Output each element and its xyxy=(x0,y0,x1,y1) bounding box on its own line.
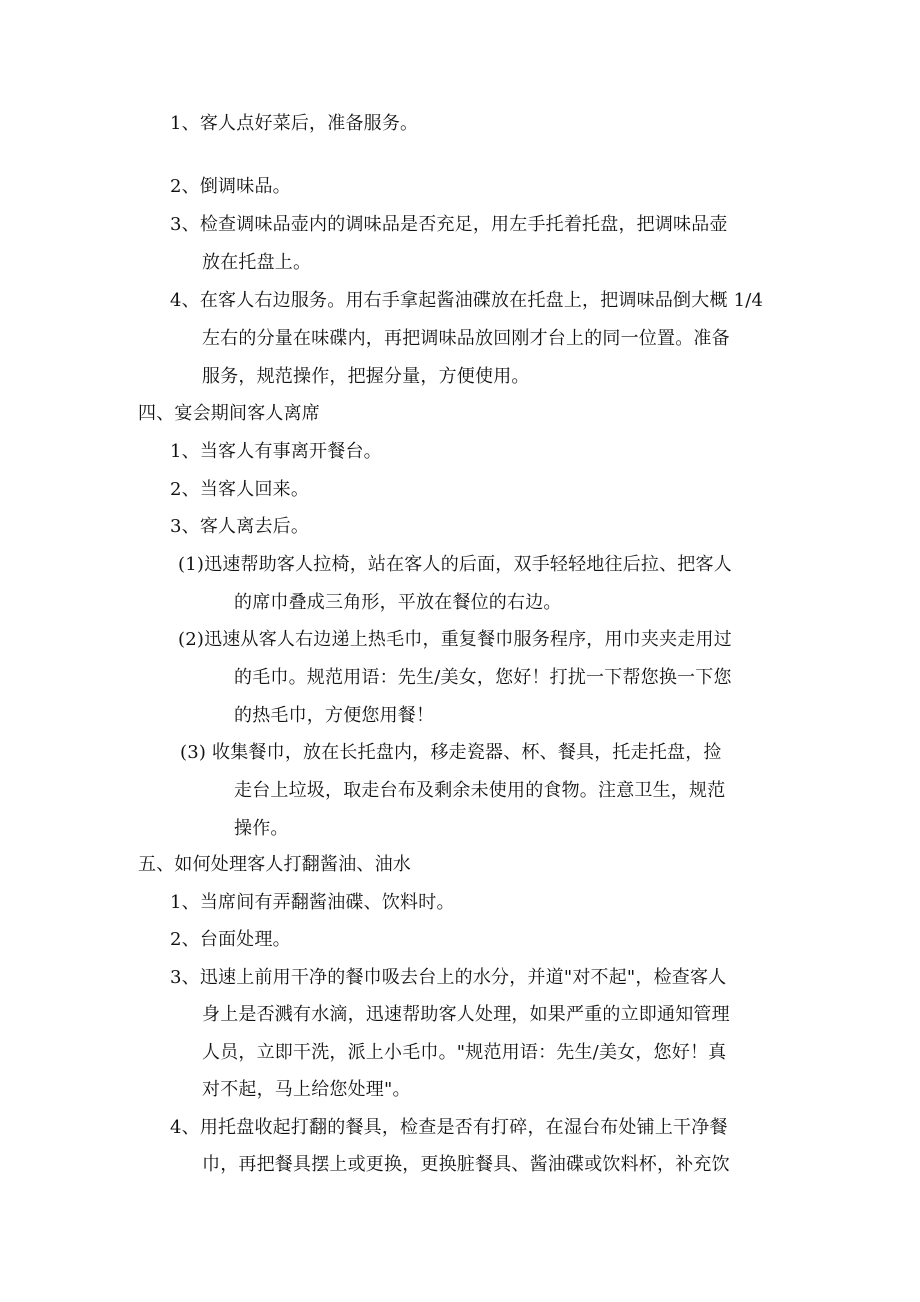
text-line: (3) 收集餐巾，放在长托盘内，移走瓷器、杯、餐具，托走托盘，捡 xyxy=(180,742,722,763)
text-line: 1、客人点好菜后，准备服务。 xyxy=(170,113,419,134)
text-line: 走台上垃圾，取走台布及剩余未使用的食物。注意卫生，规范 xyxy=(234,780,726,801)
text-line: 左右的分量在味碟内，再把调味品放回刚才台上的同一位置。准备 xyxy=(202,328,730,349)
text-line: 3、客人离去后。 xyxy=(170,516,310,537)
text-line: 4、用托盘收起打翻的餐具，检查是否有打碎，在湿台布处铺上干净餐 xyxy=(170,1117,728,1138)
text-line: 3、检查调味品壶内的调味品是否充足，用左手托着托盘，把调味品壶 xyxy=(170,214,728,235)
text-line: 的席巾叠成三角形，平放在餐位的右边。 xyxy=(234,592,562,613)
text-line: 人员，立即干洗，派上小毛巾。"规范用语：先生/美女，您好！真 xyxy=(202,1042,727,1063)
text-line: 服务，规范操作，把握分量，方便使用。 xyxy=(202,366,530,387)
text-line: 的毛巾。规范用语：先生/美女，您好！打扰一下帮您换一下您 xyxy=(234,667,732,688)
text-line: 身上是否溅有水滴，迅速帮助客人处理，如果严重的立即通知管理 xyxy=(202,1004,730,1025)
text-line: 操作。 xyxy=(234,818,289,839)
text-line: 2、倒调味品。 xyxy=(170,176,291,197)
text-line: 的热毛巾，方便您用餐！ xyxy=(234,705,435,726)
text-line: 1、当客人有事离开餐台。 xyxy=(170,441,382,462)
text-line: 对不起，马上给您处理"。 xyxy=(202,1079,411,1100)
section-heading: 四、宴会期间客人离席 xyxy=(138,403,320,424)
text-line: (2)迅速从客人右边递上热毛巾，重复餐巾服务程序，用巾夹夹走用过 xyxy=(178,629,732,650)
section-heading: 五、如何处理客人打翻酱油、油水 xyxy=(138,854,411,875)
text-line: 巾，再把餐具摆上或更换，更换脏餐具、酱油碟或饮料杯，补充饮 xyxy=(202,1154,730,1175)
text-line: 2、当客人回来。 xyxy=(170,479,310,500)
text-line: 2、台面处理。 xyxy=(170,929,291,950)
text-line: 4、在客人右边服务。用右手拿起酱油碟放在托盘上，把调味品倒大概 1/4 xyxy=(170,290,764,311)
text-line: (1)迅速帮助客人拉椅，站在客人的后面，双手轻轻地往后拉、把客人 xyxy=(178,554,732,575)
text-line: 1、当席间有弄翻酱油碟、饮料时。 xyxy=(170,892,455,913)
text-line: 放在托盘上。 xyxy=(202,252,312,273)
text-line: 3、迅速上前用干净的餐巾吸去台上的水分，并道"对不起"，检查客人 xyxy=(170,967,727,988)
